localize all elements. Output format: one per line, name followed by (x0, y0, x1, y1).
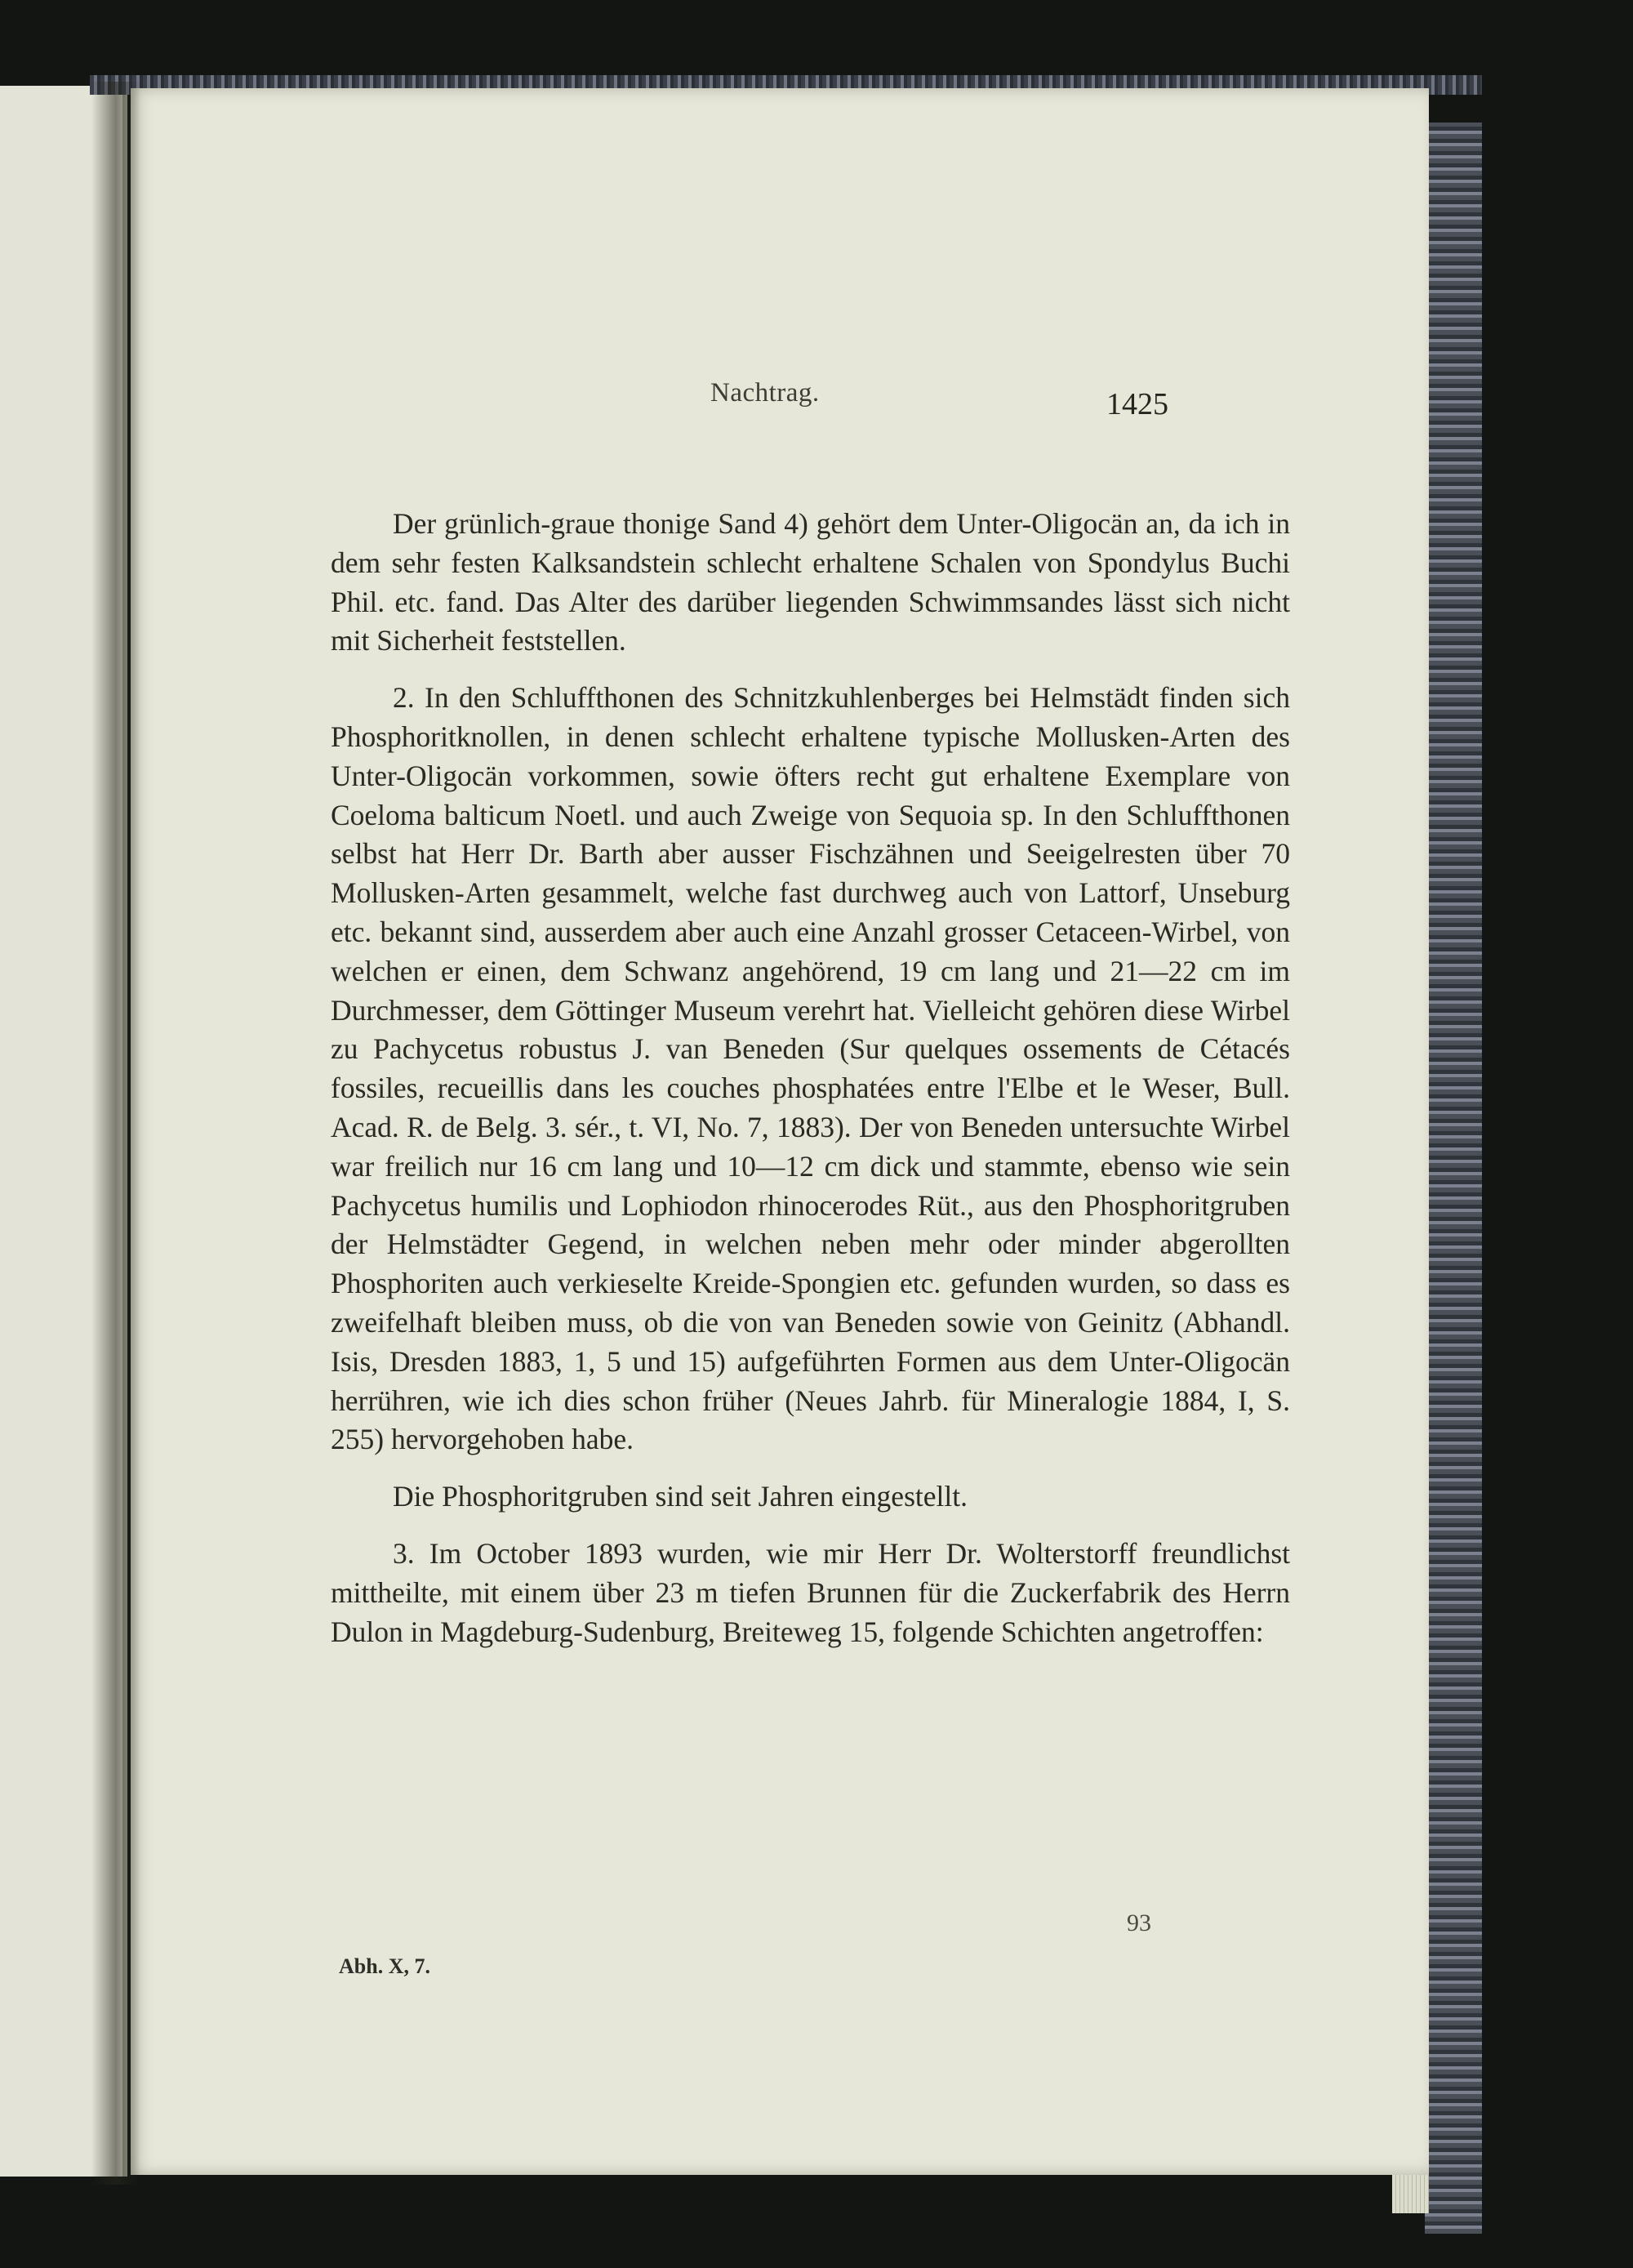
paragraph-1: Der grünlich-graue thonige Sand 4) gehört dem Unter-Oligocän an, da ich in dem sehr festen Kalksandstein schlecht erhaltene Schalen von Spondylus Buchi Phil. etc. fand. Das Alter des darüber liegenden Schwimmsandes lässt sich nicht mit Sicherheit feststellen. (331, 507, 1290, 657)
running-title: Nachtrag. (710, 378, 820, 408)
body-text (331, 505, 1290, 1651)
paragraph-3: Die Phosphoritgruben sind seit Jahren eingestellt. (393, 1480, 968, 1513)
book-fore-edge (1425, 123, 1482, 2234)
page-number: 1425 (1106, 387, 1168, 421)
paragraph-2: 2. In den Schluffthonen des Schnitzkuhlenberges bei Helmstädt finden sich Phosphoritknollen, in denen schlecht erhaltene typische Mollusken-Arten des Unter-Oligocän vorkommen, sowie öfters recht gut erhaltene Exemplare von Coeloma balticum Noetl. und auch Zweige von Sequoia sp. In den Schluffthonen selbst hat Herr Dr. Barth aber ausser Fischzähnen und Seeigelresten über 70 Mollusken-Arten gesammelt, welche fast durchweg auch von Lattorf, Unseburg etc. bekannt sind, ausserdem aber auch eine Anzahl grosser Cetaceen-Wirbel, von welchen er einen, dem Schwanz angehörend, 19 cm lang und 21—22 cm im Durchmesser, dem Göttinger Museum verehrt hat. Vielleicht gehören diese Wirbel zu Pachycetus robustus J. van Beneden (Sur quelques ossements de Cétacés fossiles, recueillis dans les couches phosphatées entre l'Elbe et le Weser, Bull. Acad. R. de Belg. 3. sér., t. VI, No. 7, 1883). Der von Beneden untersuchte Wirbel war freilich nur 16 cm lang und 10—12 cm dick und stammte, ebenso wie sein Pachycetus humilis und Lophiodon rhinocerodes Rüt., aus den Phosphoritgruben der Helmstädter Gegend, in welchen neben mehr oder minder abgerollten Phosphoriten auch verkieselte Kreide-Spongien etc. gefunden wurden, so dass es zweifelhaft bleiben muss, ob die von van Beneden sowie von Geinitz (Abhandl. Isis, Dresden 1883, 1, 5 und 15) aufgeführten Formen aus dem Unter-Oligocän herrühren, wie ich dies schon früher (Neues Jahrb. für Mineralogie 1884, I, S. 255) hervorgehoben habe. (331, 681, 1290, 1456)
signature-mark: 93 (1127, 1909, 1151, 1936)
paragraph-4: 3. Im October 1893 wurden, wie mir Herr Dr. Wolterstorff freundlichst mittheilte, mit einem über 23 m tiefen Brunnen für die Zuckerfabrik des Herrn Dulon in Magdeburg-Sudenburg, Breiteweg 15, folgende Schichten angetroffen: (331, 1536, 1290, 1648)
gutter-shadow (91, 82, 140, 2185)
book-page (131, 88, 1429, 2175)
series-mark: Abh. X, 7. (339, 1954, 430, 1978)
